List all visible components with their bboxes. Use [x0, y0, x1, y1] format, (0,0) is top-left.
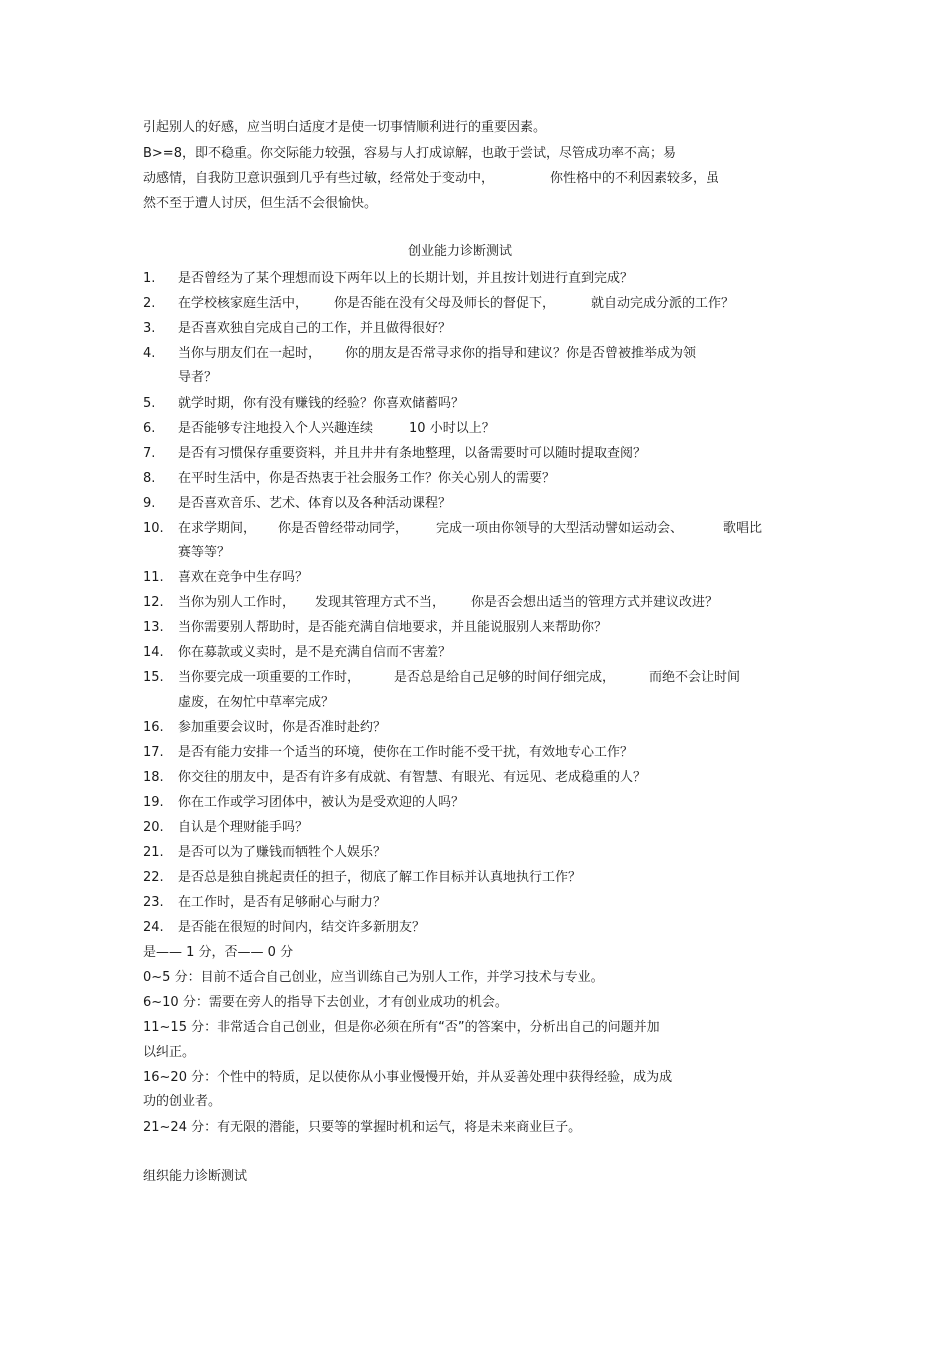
question-text: 自认是个理财能手吗？	[178, 820, 309, 835]
question-text: 是否能在很短的时间内，结交许多新朋友？	[178, 920, 426, 935]
question-text: 喜欢在竞争中生存吗？	[178, 570, 309, 585]
question-number: 16.	[143, 720, 164, 735]
question-part: 当你要完成一项重要的工作时，	[178, 670, 361, 685]
question-number: 3.	[143, 321, 156, 336]
question-number: 22.	[143, 870, 164, 885]
question-text: 参加重要会议时，你是否准时赴约？	[178, 720, 387, 735]
question-text: 是否有能力安排一个适当的环境，使你在工作时能不受干扰，有效地专心工作？	[178, 745, 634, 760]
question-text: 是否可以为了赚钱而牺牲个人娱乐？	[178, 845, 387, 860]
question-number: 9.	[143, 496, 156, 511]
question-part: 你是否会想出适当的管理方式并建议改进？	[471, 595, 719, 610]
question-text: 你在工作或学习团体中，被认为是受欢迎的人吗？	[178, 795, 465, 810]
question-text: 是否曾经为了某个理想而设下两年以上的长期计划，并且按计划进行直到完成？	[178, 271, 634, 286]
question-number: 10.	[143, 521, 164, 536]
question-part: 是否总是给自己足够的时间仔细完成，	[394, 670, 616, 685]
score-range-11-15-cont: 以纠正。	[143, 1045, 196, 1060]
question-part: 发现其管理方式不当，	[315, 595, 446, 610]
score-range-21-24: 21~24 分：有无限的潜能，只要等的掌握时机和运气，将是未来商业巨子。	[143, 1120, 582, 1135]
question-part: 10 小时以上？	[409, 421, 495, 436]
question-part: 在学校核家庭生活中，	[178, 296, 309, 311]
question-number: 13.	[143, 620, 164, 635]
question-number: 20.	[143, 820, 164, 835]
question-text	[178, 295, 734, 313]
question-part: 歌唱比	[723, 521, 763, 536]
scoring-rule: 是—— 1 分，否—— 0 分	[143, 945, 294, 960]
question-part: 而绝不会让时间	[649, 670, 741, 685]
question-text: 是否喜欢独自完成自己的工作，并且做得很好？	[178, 321, 452, 336]
question-part: 你是否曾经带动同学，	[278, 521, 409, 536]
question-number: 18.	[143, 770, 164, 785]
section-title-entrepreneurship: 创业能力诊断测试	[408, 244, 513, 259]
question-text	[178, 345, 696, 363]
score-range-16-20: 16~20 分：个性中的特质，足以使你从小事业慢慢开始，并从妥善处理中获得经验，成为成	[143, 1070, 673, 1085]
question-part: 是否能够专注地投入个人兴趣连续	[178, 421, 374, 436]
question-continuation: 导者？	[178, 370, 218, 385]
intro-line-3	[143, 170, 719, 188]
question-text: 在平时生活中，你是否热衷于社会服务工作？你关心别人的需要？	[178, 471, 556, 486]
question-number: 8.	[143, 471, 156, 486]
question-text: 你在募款或义卖时，是不是充满自信而不害羞？	[178, 645, 452, 660]
question-text: 是否有习惯保存重要资料，并且井井有条地整理，以备需要时可以随时提取查阅？	[178, 446, 647, 461]
score-range-11-15: 11~15 分：非常适合自己创业，但是你必须在所有“否”的答案中，分析出自己的问题并加	[143, 1020, 660, 1035]
question-number: 6.	[143, 421, 156, 436]
question-part: 就自动完成分派的工作？	[591, 296, 735, 311]
question-text	[178, 594, 718, 612]
question-text: 你交往的朋友中，是否有许多有成就、有智慧、有眼光、有远见、老成稳重的人？	[178, 770, 647, 785]
question-text: 是否喜欢音乐、艺术、体育以及各种活动课程？	[178, 496, 452, 511]
question-text	[178, 669, 740, 687]
question-continuation: 赛等等？	[178, 545, 231, 560]
question-text: 是否总是独自挑起责任的担子，彻底了解工作目标并认真地执行工作？	[178, 870, 582, 885]
intro-line-3b: 你性格中的不利因素较多，虽	[550, 171, 720, 186]
question-number: 4.	[143, 346, 156, 361]
question-text	[178, 520, 762, 538]
question-number: 11.	[143, 570, 164, 585]
question-number: 2.	[143, 296, 156, 311]
question-continuation: 虚废，在匆忙中草率完成？	[178, 695, 335, 710]
question-number: 5.	[143, 396, 156, 411]
question-text: 就学时期，你有没有赚钱的经验？你喜欢储蓄吗？	[178, 396, 465, 411]
question-number: 23.	[143, 895, 164, 910]
question-number: 19.	[143, 795, 164, 810]
question-number: 7.	[143, 446, 156, 461]
question-part: 在求学期间，	[178, 521, 257, 536]
intro-line-4: 然不至于遭人讨厌，但生活不会很愉快。	[143, 196, 378, 211]
question-part: 当你与朋友们在一起时，	[178, 346, 322, 361]
score-range-0-5: 0~5 分：目前不适合自己创业，应当训练自己为别人工作，并学习技术与专业。	[143, 970, 604, 985]
question-part: 你的朋友是否常寻求你的指导和建议？你是否曾被推举成为领	[345, 346, 697, 361]
question-number: 21.	[143, 845, 164, 860]
question-number: 12.	[143, 595, 164, 610]
intro-line-1: 引起别人的好感，应当明白适度才是使一切事情顺利进行的重要因素。	[143, 120, 547, 135]
question-text: 在工作时，是否有足够耐心与耐力？	[178, 895, 387, 910]
question-number: 17.	[143, 745, 164, 760]
intro-line-2: B>=8，即不稳重。你交际能力较强，容易与人打成谅解，也敢于尝试，尽管成功率不高；易	[143, 146, 676, 161]
section-title-organization: 组织能力诊断测试	[143, 1169, 248, 1184]
question-part: 完成一项由你领导的大型活动譬如运动会、	[436, 521, 684, 536]
question-text	[178, 420, 495, 438]
question-text: 当你需要别人帮助时，是否能充满自信地要求，并且能说服别人来帮助你？	[178, 620, 608, 635]
question-number: 24.	[143, 920, 164, 935]
question-number: 14.	[143, 645, 164, 660]
question-number: 1.	[143, 271, 156, 286]
question-number: 15.	[143, 670, 164, 685]
question-part: 当你为别人工作时，	[178, 595, 296, 610]
score-range-16-20-cont: 功的创业者。	[143, 1094, 222, 1109]
intro-line-3a: 动感情，自我防卫意识强到几乎有些过敏，经常处于变动中，	[143, 171, 495, 186]
question-part: 你是否能在没有父母及师长的督促下，	[334, 296, 556, 311]
score-range-6-10: 6~10 分：需要在旁人的指导下去创业，才有创业成功的机会。	[143, 995, 508, 1010]
